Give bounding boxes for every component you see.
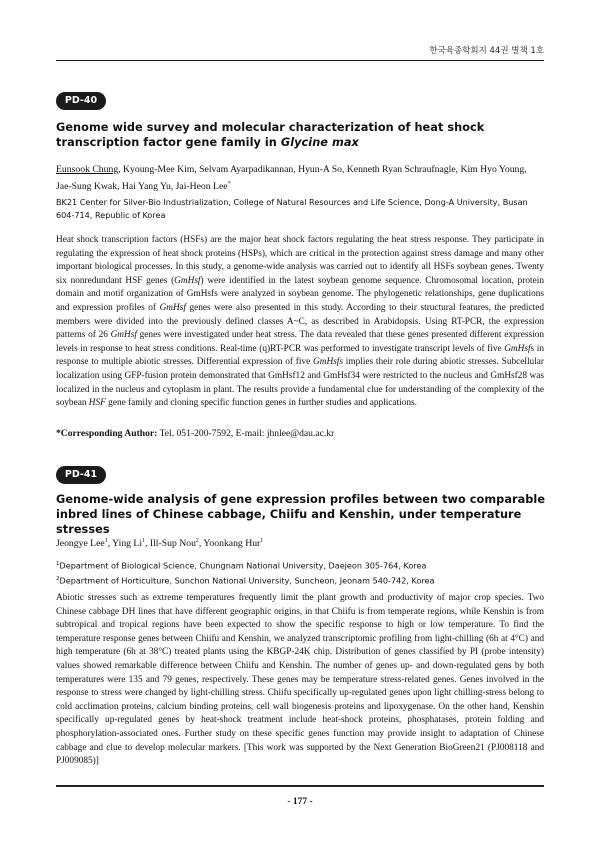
- author-name: Yoonkang Hur: [203, 538, 261, 550]
- gene-name-italic: GmHsf: [174, 275, 201, 286]
- gene-name-italic: GmHsf: [504, 343, 531, 354]
- page-number: - 177 -: [287, 797, 313, 807]
- abstract-id-badge-pd40: PD-40: [56, 92, 106, 110]
- affiliation-pd40: BK21 Center for Silver-Bio Industrialization, College of Natural Resources and Life Science, Dong-A University, Busan 604-714, Republic of Korea: [56, 197, 528, 220]
- corresponding-author-line: *Corresponding Author: Tel. 051-200-7592, E-mail: jhnlee@dau.ac.kr: [56, 428, 335, 439]
- author-name: Ying Li: [112, 538, 143, 550]
- corresponding-mark: *: [227, 181, 231, 187]
- gene-name-italic: GmHsf: [110, 330, 137, 341]
- author-affiliation-mark: 1: [260, 538, 264, 544]
- journal-header: 한국육종학회지 44권 별책 1호: [429, 46, 544, 56]
- author-name: Ill-Sup Nou: [149, 538, 196, 550]
- author-name: Jeongye Lee: [56, 538, 105, 550]
- abstract-text-segment: ) were identified in the latest soybean genome sequence. Chromosomal location, protein domain and motif organization of GmHsfs were analyzed in soybean genome. The phylogenetic relationships, gene duplications and expression profiles of: [56, 275, 544, 313]
- gene-name-italic: GmHsf: [159, 302, 186, 313]
- abstract-text-segment: genes were also presented in this study. According to their structural features, the predicted members were divided into the previously defined classes A~C, as described in Arabidopsis. Using RT-PCR, the expression patterns of 26: [56, 302, 544, 341]
- abstract-text-segment: genes were investigated under heat stress. The data revealed that these genes presented different expression levels in response to heat stress conditions. Real-time (q)RT-PCR was performed to investigate transcript levels of five: [56, 330, 544, 354]
- author-list-pd40: Eunsook Chung, Kyoung-Mee Kim, Selvam Ayarpadikannan, Hyun-A So, Kenneth Ryan Schraufnagle, Kim Hyo Young, Jae-Sung Kwak, Hai Yang Yu, Jai-Heon Lee*: [56, 164, 527, 193]
- author-affiliation-mark: 1: [104, 538, 108, 544]
- abstract-text-segment: s in response to multiple abiotic stresses. Differential expression of five: [56, 343, 544, 368]
- title-species: Glycine max: [280, 136, 359, 149]
- header-rule: [56, 60, 544, 61]
- affiliation-pd41: [56, 558, 544, 587]
- footer-rule: [56, 785, 544, 787]
- abstract-body-pd40: [56, 234, 544, 411]
- abstract-title-pd40: Genome wide survey and molecular characterization of heat shock transcription factor gene family in Glycine max: [56, 121, 485, 149]
- abstract-text-segment: gene family and cloning specific function genes in further studies and applications.: [105, 398, 417, 409]
- author-list-pd41: Jeongye Lee$^1$, Ying Li$^1$, Ill-Sup Nou$^2$, Yoonkang Hur$^1$: [56, 538, 264, 550]
- abstract-body-pd41: Abiotic stresses such as extreme temperatures frequently limit the plant growth and productivity of major crop species. Two Chinese cabbage DH lines that have different geographic origins, in that Chiifu is from temperate regions, while Kenshin is from subtropical and tropical regions have been expected to show the specific response to high or low temperature. To find the temperature response genes between Chiifu and Kenshin, we analyzed transcriptomic profiling from light-chilling (6h at 4°C) and high temperature (6h at 38°C) treated plants using the KBGP-24K chip. Distribution of genes classified by PI (probe intensity) values showed remarkable difference between Chiifu and Kenshin. The number of genes up- and down-regulated gens by both temperatures were 135 and 79 genes, respectively. These genes may be temperature stress-related genes. Genes involved in the response to stress were changed by light-chilling stress. Chiifu specifically up-regulated genes upon light chilling-stress belong to cold acclimation proteins, calcium binding proteins, cell wall biogenesis proteins and lipoxygenase. On the other hand, Kenshin specifically up-regulated genes by heat-shock treatment include heat-shock proteins, phosphatases, protein folding and phosphorylation-associated ones. Further study on these specific genes function may provide insight to adaptation of Chinese cabbage and clue to develop molecular markers. [This work was supported by the Next Generation BioGreen21 (PJ008118 and PJ009085)]: [56, 593, 544, 767]
- gene-name-italic: GmHsfs: [313, 357, 343, 368]
- gene-name-italic: HSF: [88, 398, 106, 409]
- abstract-id-badge-pd41: PD-41: [56, 466, 106, 484]
- author-affiliation-mark: 2: [195, 538, 199, 544]
- affiliation-line: $^2$Department of Horticulture, Sunchon National University, Suncheon, Jeonam 540-742, Korea: [56, 575, 435, 586]
- abstract-text-segment: implies their role during abiotic stresses. Subcellular localization using GFP-fusion protein demonstrated that GmHsf12 and GmHsf34 were restricted to the nucleus and GmHsf28 was localized in the nucleus and cytoplasm in plant. The results provide a fundamental clue for understanding of the complexity of the soybean: [56, 357, 544, 409]
- author-affiliation-mark: 1: [142, 538, 146, 544]
- abstract-text-segment: Heat shock transcription factors (HSFs) are the major heat shock factors regulating the heat stress response. They participate in regulating the expression of heat shock proteins (HSPs), which are critical in the protection against stress damage and many other important biological processes. In this study, a genome-wide analysis was carried out to identify all HSFs soybean genes. Twenty six nonredundant HSF genes (: [56, 235, 544, 286]
- abstract-title-pd41: Genome-wide analysis of gene expression profiles between two comparable inbred lines of Chinese cabbage, Chiifu and Kenshin, under temperature stresses: [56, 493, 546, 536]
- affiliation-line: $^1$Department of Biological Science, Chungnam National University, Daejeon 305-764, Korea: [56, 560, 427, 571]
- presenting-author: Eunsook Chung: [56, 164, 119, 175]
